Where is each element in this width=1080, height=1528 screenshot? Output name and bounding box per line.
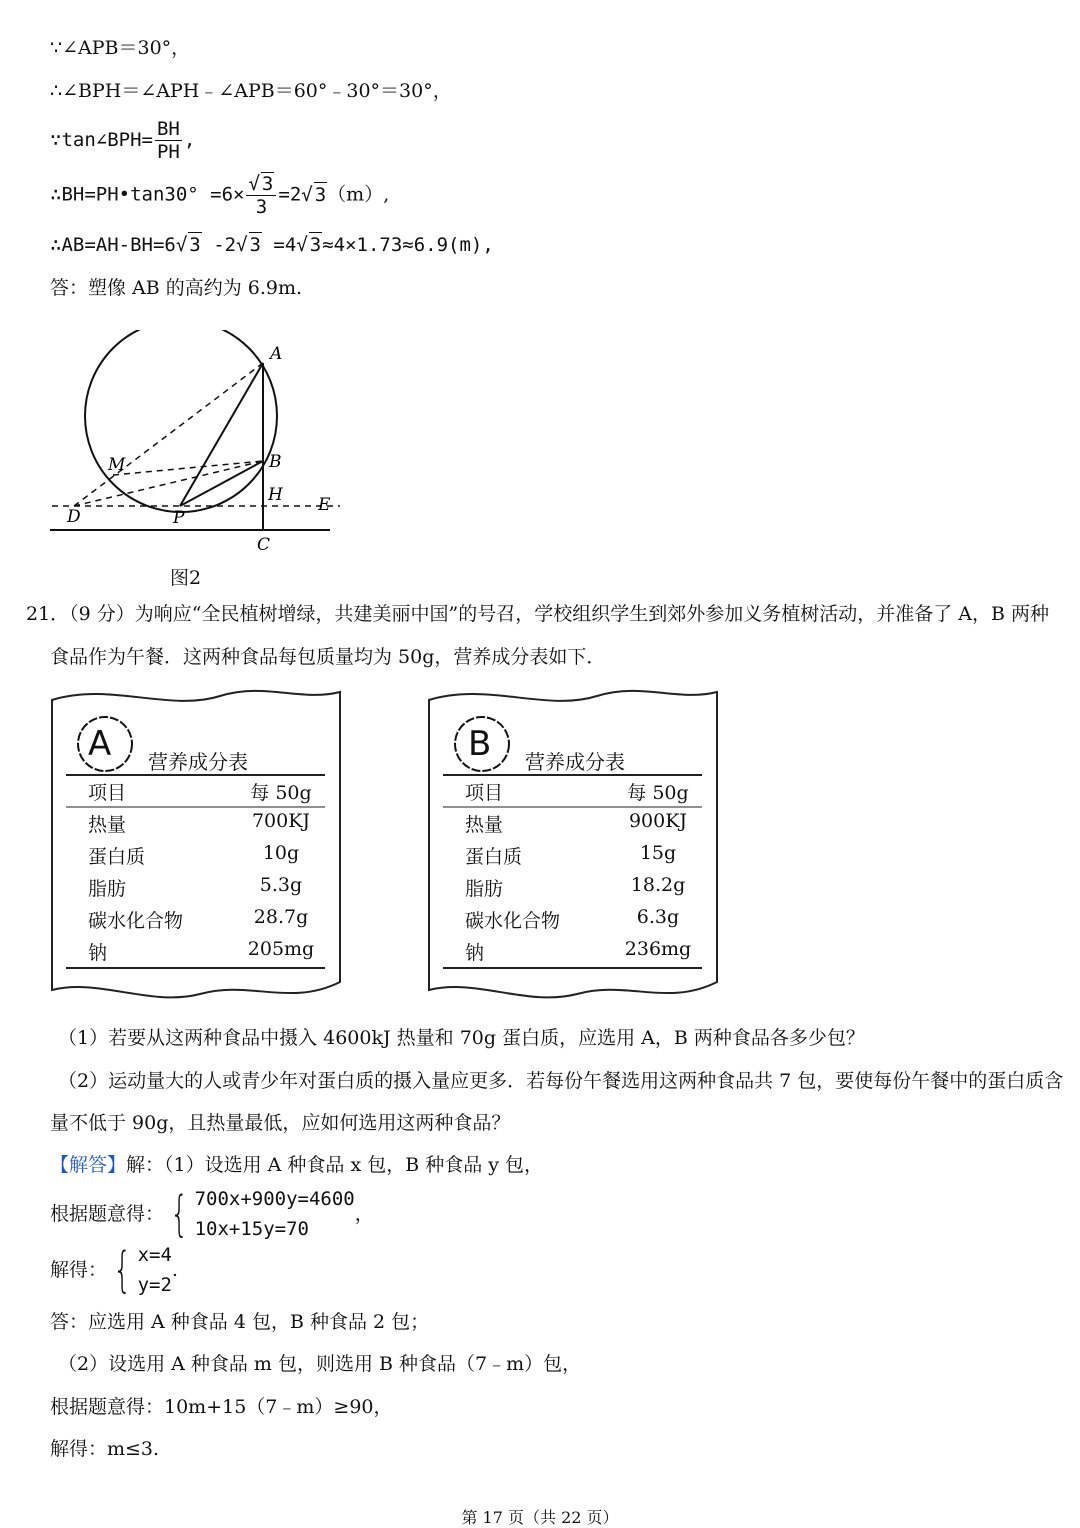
header-item: 项目 bbox=[88, 782, 127, 804]
card-a-title: 营养成分表 bbox=[148, 750, 248, 774]
row-value: 5.3g bbox=[259, 874, 303, 896]
bh-prefix: ∴BH=PH•tan30° =6× bbox=[50, 183, 245, 206]
sqrt-symbol bbox=[248, 173, 259, 195]
table-row bbox=[443, 874, 703, 904]
fraction-denominator: 3 bbox=[255, 196, 268, 218]
row-value: 15g bbox=[639, 842, 677, 864]
row-value: 6.3g bbox=[636, 906, 680, 928]
header-item: 项目 bbox=[465, 782, 504, 804]
header-per: 每 50g bbox=[627, 782, 689, 804]
solution-21-system-1 bbox=[50, 1184, 374, 1244]
line-db bbox=[74, 461, 263, 506]
row-key: 钠 bbox=[465, 942, 485, 964]
solution-line-1: ∵∠APB＝30°， bbox=[50, 37, 191, 59]
solution-21-result: 解得：m≤3. bbox=[50, 1438, 160, 1460]
system-prefix: 解得： bbox=[50, 1259, 108, 1281]
header-per: 每 50g bbox=[250, 782, 312, 804]
row-key: 钠 bbox=[88, 942, 108, 964]
table-row bbox=[443, 842, 703, 872]
problem-21-line-1: 21．（9 分）为响应“全民植树增绿，共建美丽中国”的号召，学校组织学生到郊外参加义务植树活动，并准备了 A，B 两种 bbox=[26, 603, 1049, 625]
unit: （m）, bbox=[327, 183, 390, 206]
solution-21-inequality: 根据题意得：10m+15（7﹣m）≥90， bbox=[50, 1396, 393, 1418]
card-b-header bbox=[443, 778, 703, 808]
label-m: M bbox=[108, 455, 126, 475]
label-b: B bbox=[269, 452, 282, 472]
question-2-line-2: 量不低于 90g，且热量最低，应如何选用这两种食品？ bbox=[50, 1112, 511, 1134]
row-value: 700KJ bbox=[251, 810, 311, 832]
solution-line-5 bbox=[50, 232, 494, 257]
row-value: 28.7g bbox=[253, 906, 309, 928]
equation-1: x=4 bbox=[137, 1244, 172, 1266]
question-2-line-1: （2）运动量大的人或青少年对蛋白质的摄入量应更多．若每份午餐选用这两种食品共 7 包，要使每份午餐中的蛋白质含 bbox=[58, 1070, 1064, 1092]
fraction-bh-ph bbox=[155, 118, 182, 163]
ab-part-4: ≈4×1.73≈6.9(m), bbox=[322, 234, 494, 256]
card-b-badge: B bbox=[468, 724, 492, 764]
equation-2: y=2 bbox=[137, 1274, 172, 1296]
equation-1: 700x+900y=4600 bbox=[194, 1188, 355, 1210]
fraction-sqrt3-over-3 bbox=[246, 172, 276, 218]
row-value: 205mg bbox=[247, 938, 315, 960]
solution-21-system-2 bbox=[50, 1240, 178, 1300]
table-row bbox=[66, 842, 326, 872]
solution-line-4 bbox=[50, 172, 389, 218]
problem-21-line-2: 食品作为午餐．这两种食品每包质量均为 50g，营养成分表如下． bbox=[50, 646, 606, 668]
table-row bbox=[66, 938, 326, 968]
sqrt-symbol bbox=[296, 234, 307, 256]
radicand: 3 bbox=[261, 173, 274, 195]
label-p: P bbox=[173, 508, 185, 528]
row-value: 900KJ bbox=[628, 810, 688, 832]
row-key: 蛋白质 bbox=[465, 846, 523, 868]
row-key: 热量 bbox=[88, 814, 127, 836]
table-row bbox=[66, 810, 326, 840]
row-key: 碳水化合物 bbox=[465, 910, 561, 932]
equation-system bbox=[195, 1184, 355, 1244]
brace-icon: { bbox=[170, 1186, 189, 1242]
solution-21-answer-1: 答：应选用 A 种食品 4 包，B 种食品 2 包； bbox=[50, 1311, 430, 1333]
tan-prefix: ∵tan∠BPH= bbox=[50, 129, 153, 151]
row-key: 热量 bbox=[465, 814, 504, 836]
bh-mid: =2 bbox=[278, 183, 302, 206]
row-value: 236mg bbox=[624, 938, 692, 960]
card-a-header bbox=[66, 778, 326, 808]
row-value: 18.2g bbox=[630, 874, 686, 896]
ab-part-2: -2 bbox=[201, 234, 237, 256]
row-key: 脂肪 bbox=[88, 878, 127, 900]
label-c: C bbox=[257, 535, 271, 555]
solution-line-3 bbox=[50, 118, 195, 163]
system-suffix: . bbox=[171, 1259, 178, 1281]
nutrition-card-a bbox=[50, 682, 342, 1007]
answer-line: 答：塑像 AB 的高约为 6.9m. bbox=[50, 277, 303, 299]
row-key: 脂肪 bbox=[465, 878, 504, 900]
page-footer: 第 17 页（共 22 页） bbox=[461, 1508, 619, 1527]
row-key: 蛋白质 bbox=[88, 846, 146, 868]
label-h: H bbox=[268, 485, 283, 505]
solution-text: 解：（1）设选用 A 种食品 x 包，B 种食品 y 包， bbox=[126, 1154, 544, 1176]
solution-21-line-1 bbox=[50, 1153, 543, 1177]
tan-suffix: , bbox=[183, 129, 196, 151]
system-suffix: ， bbox=[354, 1203, 374, 1225]
fraction-denominator: PH bbox=[156, 141, 180, 163]
solution-system bbox=[138, 1240, 172, 1300]
sqrt-symbol bbox=[301, 184, 312, 206]
label-a: A bbox=[270, 344, 283, 364]
table-row bbox=[443, 810, 703, 840]
equation-2: 10x+15y=70 bbox=[194, 1218, 309, 1240]
question-1: （1）若要从这两种食品中摄入 4600kJ 热量和 70g 蛋白质，应选用 A，B 两种食品各多少包？ bbox=[58, 1027, 865, 1049]
ab-part-1: ∴AB=AH-BH=6 bbox=[50, 234, 176, 256]
label-d: D bbox=[67, 507, 81, 527]
row-value: 10g bbox=[262, 842, 300, 864]
radicand: 3 bbox=[309, 234, 322, 256]
card-b-title: 营养成分表 bbox=[525, 750, 625, 774]
geometry-figure bbox=[40, 330, 350, 560]
row-key: 碳水化合物 bbox=[88, 910, 184, 932]
solution-21-part-2: （2）设选用 A 种食品 m 包，则选用 B 种食品（7﹣m）包， bbox=[58, 1353, 582, 1375]
table-row bbox=[66, 906, 326, 936]
nutrition-card-b bbox=[427, 682, 719, 1007]
table-row bbox=[443, 938, 703, 968]
table-row bbox=[443, 906, 703, 936]
solution-line-2: ∴∠BPH＝∠APH﹣∠APB＝60°﹣30°＝30°， bbox=[50, 80, 452, 102]
answer-tag: 【解答】 bbox=[50, 1154, 127, 1176]
table-row bbox=[66, 874, 326, 904]
line-da bbox=[74, 363, 263, 506]
card-a-badge: A bbox=[88, 724, 112, 764]
radicand: 3 bbox=[249, 234, 261, 256]
radicand: 3 bbox=[189, 234, 201, 256]
circle bbox=[85, 330, 277, 512]
fraction-numerator: BH bbox=[156, 118, 180, 140]
sqrt-symbol bbox=[236, 234, 247, 256]
label-e: E bbox=[318, 495, 331, 515]
sqrt-symbol bbox=[176, 234, 187, 256]
ab-part-3: =4 bbox=[261, 234, 297, 256]
radicand: 3 bbox=[314, 183, 327, 206]
brace-icon: { bbox=[113, 1242, 132, 1298]
system-prefix: 根据题意得： bbox=[50, 1203, 165, 1225]
figure-caption: 图2 bbox=[170, 567, 202, 589]
